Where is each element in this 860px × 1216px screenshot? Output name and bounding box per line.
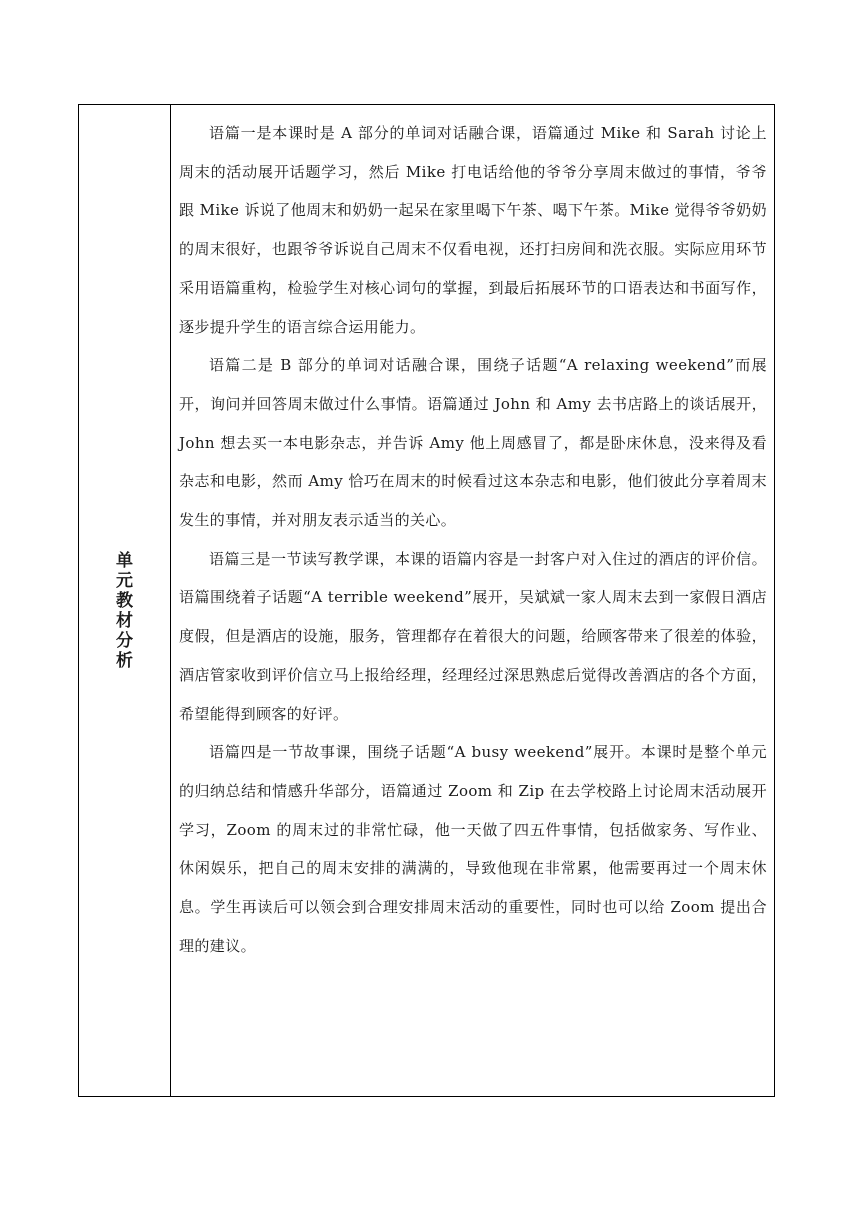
section-label-cell — [79, 105, 171, 1096]
paragraph-four: 语篇四是一节故事课，围绕子话题“A busy weekend”展开。本课时是整个单元的归纳总结和情感升华部分，语篇通过 Zoom 和 Zip 在去学校路上讨论周末活动展开学习，Zoom 的周末过的非常忙碌，他一天做了四五件事情，包括做家务、写作业、休闲娱乐，把自己的周末安排的满满的，导致他现在非常累，他需要再过一个周末休息。学生再读后可以领会到合理安排周末活动的重要性，同时也可以给 Zoom 提出合理的建议。 — [179, 743, 767, 955]
paragraph-one: 语篇一是本课时是 A 部分的单词对话融合课，语篇通过 Mike 和 Sarah 讨论上周末的活动展开话题学习，然后 Mike 打电话给他的爷爷分享周末做过的事情，爷爷跟 Mike 诉说了他周末和奶奶一起呆在家里喝下午茶、喝下午茶。Mike 觉得爷爷奶奶的周末很好，也跟爷爷诉说自己周末不仅看电视，还打扫房间和洗衣服。实际应用环节采用语篇重构，检验学生对核心词句的掌握，到最后拓展环节的口语表达和书面写作，逐步提升学生的语言综合运用能力。 — [179, 124, 767, 336]
paragraph-three: 语篇三是一节读写教学课，本课的语篇内容是一封客户对入住过的酒店的评价信。语篇围绕着子话题“A terrible weekend”展开，吴斌斌一家人周末去到一家假日酒店度假，但是酒店的设施，服务，管理都存在着很大的问题，给顾客带来了很差的体验，酒店管家收到评价信立马上报给经理，经理经过深思熟虑后觉得改善酒店的各个方面，希望能得到顾客的好评。 — [179, 549, 767, 723]
section-content-cell — [171, 105, 774, 1096]
paragraph-two: 语篇二是 B 部分的单词对话融合课，围绕子话题“A relaxing weekend”而展开，询问并回答周末做过什么事情。语篇通过 John 和 Amy 去书店路上的谈话展开，John 想去买一本电影杂志，并告诉 Amy 他上周感冒了，都是卧床休息，没来得及看杂志和电影，然而 Amy 恰巧在周末的时候看过这本杂志和电影，他们彼此分享着周末发生的事情，并对朋友表示适当的关心。 — [179, 356, 767, 530]
analysis-table — [78, 104, 775, 1097]
section-label: 单元教材分析 — [116, 550, 133, 671]
